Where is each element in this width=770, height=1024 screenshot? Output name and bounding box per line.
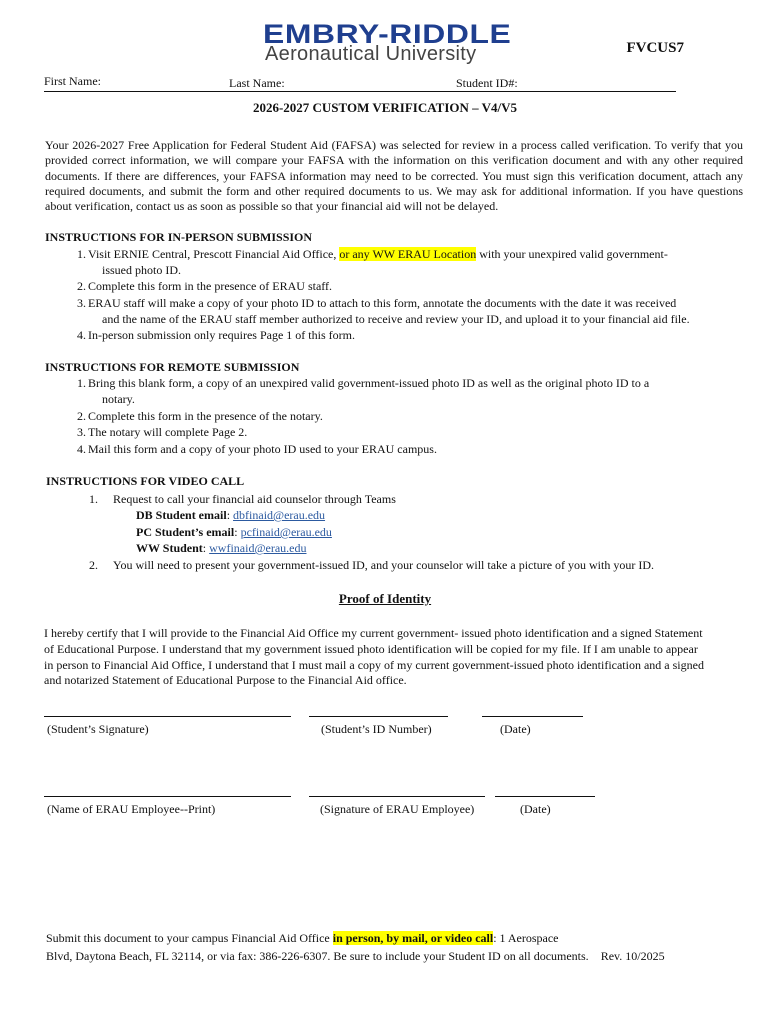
remote-heading: INSTRUCTIONS FOR REMOTE SUBMISSION: [45, 360, 300, 374]
first-name-label: First Name:: [44, 74, 101, 88]
date-label-2: (Date): [520, 802, 551, 816]
student-id-number-label: (Student’s ID Number): [321, 722, 432, 736]
ww-student-email-link[interactable]: wwfinaid@erau.edu: [209, 541, 307, 555]
form-code: FVCUS7: [626, 40, 684, 56]
date-line-2[interactable]: [495, 796, 595, 797]
date-line-1[interactable]: [482, 716, 583, 717]
remote-item-3: 3. The notary will complete Page 2.: [77, 425, 248, 439]
in-person-heading: INSTRUCTIONS FOR IN-PERSON SUBMISSION: [45, 230, 313, 244]
db-student-email-link[interactable]: dbfinaid@erau.edu: [233, 508, 326, 522]
in-person-item-3-cont: and the name of the ERAU staff member authorized to receive and review your ID, and upload it to your financial aid file.: [102, 312, 690, 326]
employee-signature-label: (Signature of ERAU Employee): [320, 802, 475, 816]
logo-subtitle: Aeronautical University: [265, 43, 477, 65]
proof-of-identity-title: Proof of Identity: [338, 591, 432, 606]
pc-student-email-row: PC Student’s email: pcfinaid@erau.edu: [136, 525, 332, 539]
date-label-1: (Date): [500, 722, 531, 736]
in-person-item-1-cont: issued photo ID.: [102, 263, 181, 277]
employee-signature-line[interactable]: [309, 796, 485, 797]
footer-line-1: Submit this document to your campus Financial Aid Office in person, by mail, or video call: 1 Aerospace: [46, 931, 559, 945]
remote-item-2: 2. Complete this form in the presence of the notary.: [77, 409, 323, 423]
logo-wordmark: EMBRY-RIDDLE: [263, 19, 512, 49]
ww-student-email-row: WW Student: wwfinaid@erau.edu: [136, 541, 307, 555]
video-heading: INSTRUCTIONS FOR VIDEO CALL: [46, 474, 245, 488]
footer-line-2: Blvd, Daytona Beach, FL 32114, or via fax: 386-226-6307. Be sure to include your Student ID on all documents. Rev. 10/2025: [46, 949, 665, 963]
last-name-label: Last Name:: [229, 76, 285, 90]
in-person-item-2: 2. Complete this form in the presence of ERAU staff.: [77, 279, 333, 293]
student-id-label: Student ID#:: [456, 76, 518, 90]
remote-item-1-cont: notary.: [102, 392, 135, 406]
in-person-item-4: 4. In-person submission only requires Page 1 of this form.: [77, 328, 355, 342]
remote-item-4: 4. Mail this form and a copy of your photo ID used to your ERAU campus.: [77, 442, 437, 456]
db-student-email-row: DB Student email: dbfinaid@erau.edu: [136, 508, 326, 522]
student-signature-line[interactable]: [44, 716, 291, 717]
pc-student-email-link[interactable]: pcfinaid@erau.edu: [240, 525, 332, 539]
student-signature-label: (Student’s Signature): [47, 722, 149, 736]
revision-label: Rev. 10/2025: [600, 949, 665, 963]
footer-highlight: in person, by mail, or video call: [332, 931, 494, 945]
in-person-item-3: 3. ERAU staff will make a copy of your photo ID to attach to this form, annotate the documents with the date it was received: [77, 296, 677, 310]
in-person-highlight: or any WW ERAU Location: [339, 247, 477, 261]
employee-name-label: (Name of ERAU Employee--Print): [47, 802, 216, 816]
student-id-number-line[interactable]: [309, 716, 448, 717]
employee-name-line[interactable]: [44, 796, 291, 797]
remote-item-1: 1. Bring this blank form, a copy of an unexpired valid government-issued photo ID as well as the original photo ID to a: [77, 376, 650, 390]
name-line: [44, 91, 676, 92]
video-item-1: 1. Request to call your financial aid counselor through Teams: [89, 492, 396, 506]
page-title: 2026-2027 CUSTOM VERIFICATION – V4/V5: [252, 100, 518, 115]
in-person-item-1: 1. Visit ERNIE Central, Prescott Financial Aid Office, or any WW ERAU Location with your unexpired valid government-: [77, 247, 668, 261]
video-item-2: 2. You will need to present your government-issued ID, and your counselor will take a picture of you with your ID.: [89, 558, 655, 572]
intro-paragraph: Your 2026-2027 Free Application for Federal Student Aid (FAFSA) was selected for review in a process called verification. To verify that you provided correct information, we will compare your FAFSA with the information on this verification document and with any other required documents. If there are differences, your FAFSA information may need to be corrected. You must sign this verification document, attach any required documents, and submit the form and other required documents to us. We may ask for additional information. If you have questions about verification, contact us as soon as possible so that your financial aid will not be delayed.: [45, 138, 743, 214]
proof-of-identity-text: I hereby certify that I will provide to the Financial Aid Office my current government- issued photo identification and a signed Statement of Educational Purpose. I understand that my government issued photo identification will be copied for my file. If I am unable to appear in person to Financial Aid Office, I understand that I must mail a copy of my current government-issued photo identification and a signed and notarized Statement of Educational Purpose to the Financial Aid office.: [44, 626, 704, 688]
